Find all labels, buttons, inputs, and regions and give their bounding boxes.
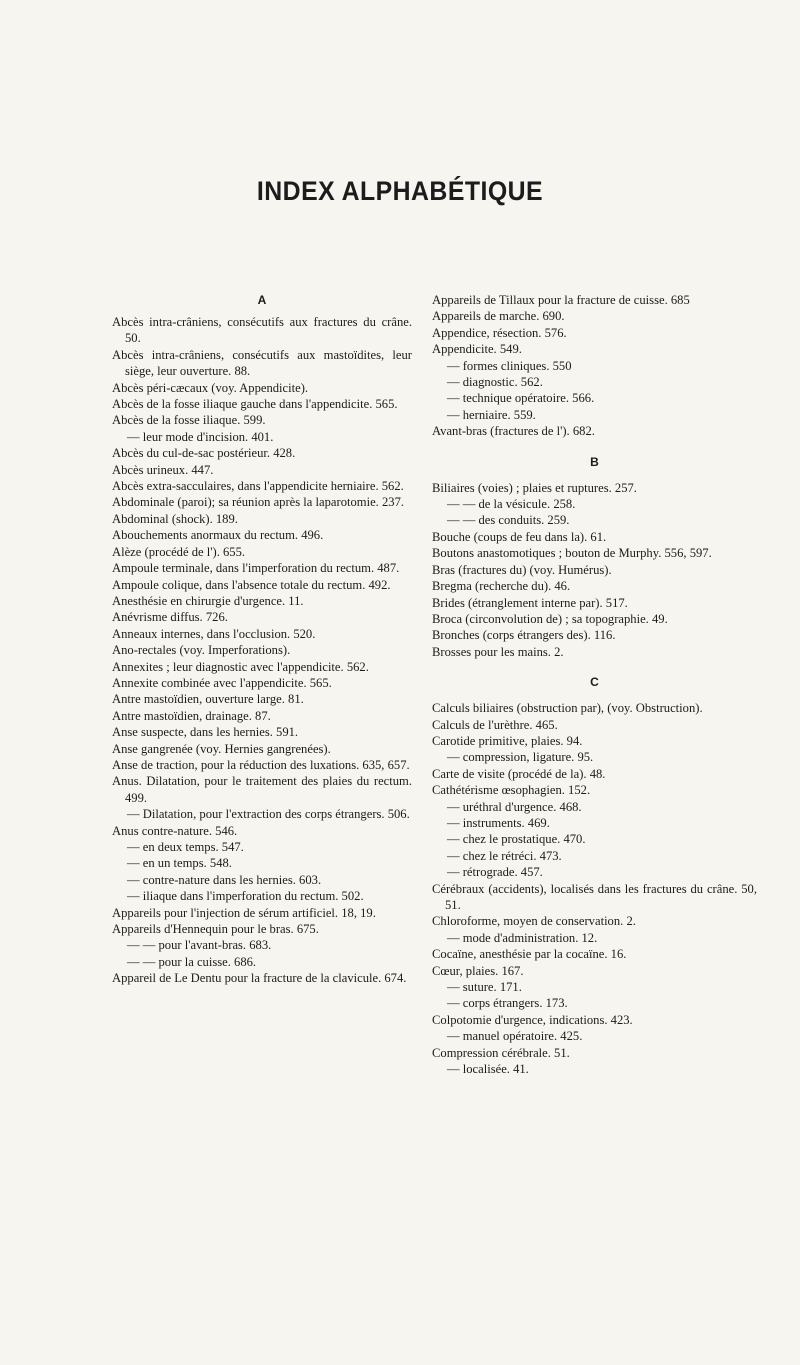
index-entry: Cathétérisme œsophagien. 152. bbox=[432, 783, 591, 798]
index-entry: — rétrograde. 457. bbox=[447, 865, 543, 880]
index-entries-a bbox=[112, 314, 412, 987]
index-entry: Appareils de Tillaux pour la fracture de cuisse. 685 bbox=[432, 293, 690, 307]
index-entry: — uréthral d'urgence. 468. bbox=[447, 799, 582, 814]
index-entry: Chloroforme, moyen de conservation. 2. bbox=[432, 914, 636, 929]
index-entry: Broca (circonvolution de) ; sa topographie. 49. bbox=[432, 611, 668, 626]
index-entry: — chez le rétréci. 473. bbox=[447, 848, 562, 863]
index-entry: — — pour l'avant-bras. 683. bbox=[127, 938, 272, 953]
index-entry: — en deux temps. 547. bbox=[127, 840, 244, 854]
index-entry: Anesthésie en chirurgie d'urgence. 11. bbox=[112, 593, 304, 608]
index-entry: Annexites ; leur diagnostic avec l'appendicite. 562. bbox=[112, 659, 369, 674]
index-entry: Compression cérébrale. 51. bbox=[432, 1045, 570, 1060]
index-entry: Appareils d'Hennequin pour le bras. 675. bbox=[112, 922, 319, 937]
index-entry: — contre-nature dans les hernies. 603. bbox=[127, 872, 322, 887]
index-entry: — technique opératoire. 566. bbox=[447, 391, 595, 406]
index-entry: Colpotomie d'urgence, indications. 423. bbox=[432, 1012, 633, 1027]
index-entry: Anévrisme diffus. 726. bbox=[112, 610, 228, 625]
index-entry: — diagnostic. 562. bbox=[447, 375, 543, 390]
index-entry: Bronches (corps étrangers des). 116. bbox=[432, 628, 616, 643]
index-entry: Annexite combinée avec l'appendicite. 565. bbox=[112, 675, 332, 690]
index-entry: Antre mastoïdien, ouverture large. 81. bbox=[112, 692, 304, 707]
index-entry: Abcès du cul-de-sac postérieur. 428. bbox=[112, 446, 296, 461]
index-entry: Abcès extra-sacculaires, dans l'appendicite herniaire. 562. bbox=[112, 479, 404, 494]
index-entry: Appareils pour l'injection de sérum artificiel. 18, 19. bbox=[112, 905, 376, 920]
index-entry: — corps étrangers. 173. bbox=[447, 996, 568, 1011]
index-entry: Appareils de marche. 690. bbox=[432, 309, 565, 324]
index-entry: Abouchements anormaux du rectum. 496. bbox=[112, 528, 324, 543]
index-entry: — mode d'administration. 12. bbox=[447, 930, 598, 945]
index-entry: Appendicite. 549. bbox=[432, 342, 522, 357]
index-entry: Ampoule colique, dans l'absence totale du rectum. 492. bbox=[112, 577, 391, 592]
section-letter-c: C bbox=[590, 675, 599, 690]
index-entry: Biliaires (voies) ; plaies et ruptures. 257. bbox=[432, 480, 637, 495]
index-entry: Abcès intra-crâniens, consécutifs aux mastoïdites, leur siège, leur ouverture. 88. bbox=[112, 347, 412, 379]
index-entry: — manuel opératoire. 425. bbox=[447, 1029, 583, 1044]
section-letter-a: A bbox=[257, 293, 267, 307]
index-entry: Brosses pour les mains. 2. bbox=[432, 644, 564, 659]
index-entries-c bbox=[432, 700, 757, 1077]
index-entry: Alèze (procédé de l'). 655. bbox=[112, 544, 246, 559]
index-entry: — localisée. 41. bbox=[447, 1062, 529, 1077]
index-entries-b bbox=[432, 480, 757, 660]
section-letter-b: B bbox=[590, 454, 599, 469]
index-entry: Carte de visite (procédé de la). 48. bbox=[432, 766, 606, 781]
index-entry: Abcès de la fosse iliaque. 599. bbox=[112, 413, 266, 428]
index-entry: — — des conduits. 259. bbox=[447, 513, 570, 528]
page-title: INDEX ALPHABÉTIQUE bbox=[256, 176, 544, 206]
index-entry: Antre mastoïdien, drainage. 87. bbox=[112, 708, 271, 723]
index-entries-a-continued bbox=[432, 292, 757, 440]
index-entry: — formes cliniques. 550 bbox=[447, 358, 572, 373]
index-entry: Carotide primitive, plaies. 94. bbox=[432, 733, 583, 748]
index-entry: Cœur, plaies. 167. bbox=[432, 963, 524, 978]
index-entry: Cérébraux (accidents), localisés dans les fractures du crâne. 50, 51. bbox=[432, 881, 757, 912]
index-entry: Anus contre-nature. 546. bbox=[112, 823, 238, 838]
index-entry: — — pour la cuisse. 686. bbox=[127, 954, 257, 969]
index-entry: Abcès urineux. 447. bbox=[112, 462, 214, 477]
index-entry: Ano-rectales (voy. Imperforations). bbox=[112, 643, 291, 658]
index-entry: Avant-bras (fractures de l'). 682. bbox=[432, 424, 595, 439]
index-entry: Bouche (coups de feu dans la). 61. bbox=[432, 529, 607, 544]
index-entry: Bregma (recherche du). 46. bbox=[432, 579, 571, 594]
index-entry: Brides (étranglement interne par). 517. bbox=[432, 595, 628, 610]
right-column bbox=[432, 292, 757, 1077]
index-entry: Anse gangrenée (voy. Hernies gangrenées). bbox=[112, 741, 331, 756]
index-entry: Abcès intra-crâniens, consécutifs aux fractures du crâne. 50. bbox=[112, 315, 412, 346]
index-entry: Boutons anastomotiques ; bouton de Murphy. 556, 597. bbox=[432, 546, 712, 561]
index-entry: — en un temps. 548. bbox=[127, 856, 232, 871]
index-entry: — Dilatation, pour l'extraction des corps étrangers. 506. bbox=[127, 807, 410, 822]
index-entry: — leur mode d'incision. 401. bbox=[127, 429, 274, 444]
index-entry: Calculs de l'urèthre. 465. bbox=[432, 717, 558, 732]
index-entry: — suture. 171. bbox=[447, 980, 522, 995]
index-entry: Appendice, résection. 576. bbox=[432, 325, 567, 340]
index-entry: Abdominal (shock). 189. bbox=[112, 511, 238, 526]
index-entry: — iliaque dans l'imperforation du rectum. 502. bbox=[127, 889, 364, 904]
index-entry: — herniaire. 559. bbox=[447, 407, 536, 422]
index-entry: Abcès de la fosse iliaque gauche dans l'appendicite. 565. bbox=[112, 397, 398, 412]
index-entry: Abdominale (paroi); sa réunion après la laparotomie. 237. bbox=[112, 495, 405, 510]
left-column bbox=[112, 292, 412, 987]
index-entry: Anneaux internes, dans l'occlusion. 520. bbox=[112, 626, 316, 641]
index-entry: — instruments. 469. bbox=[447, 815, 550, 830]
index-entry: — — de la vésicule. 258. bbox=[447, 497, 576, 512]
index-entry: — chez le prostatique. 470. bbox=[447, 832, 586, 847]
index-entry: — compression, ligature. 95. bbox=[447, 750, 594, 765]
index-entry: Ampoule terminale, dans l'imperforation du rectum. 487. bbox=[112, 561, 400, 576]
index-entry: Abcès péri-cæcaux (voy. Appendicite). bbox=[112, 380, 309, 395]
index-entry: Calculs biliaires (obstruction par), (voy. Obstruction). bbox=[432, 701, 703, 716]
index-entry: Cocaïne, anesthésie par la cocaïne. 16. bbox=[432, 947, 627, 962]
index-entry: Anse suspecte, dans les hernies. 591. bbox=[112, 725, 299, 740]
index-entry: Anus. Dilatation, pour le traitement des plaies du rectum. 499. bbox=[112, 774, 412, 805]
index-entry: Anse de traction, pour la réduction des luxations. 635, 657. bbox=[112, 757, 410, 772]
index-entry: Appareil de Le Dentu pour la fracture de la clavicule. 674. bbox=[112, 971, 407, 986]
index-entry: Bras (fractures du) (voy. Humérus). bbox=[432, 562, 612, 577]
